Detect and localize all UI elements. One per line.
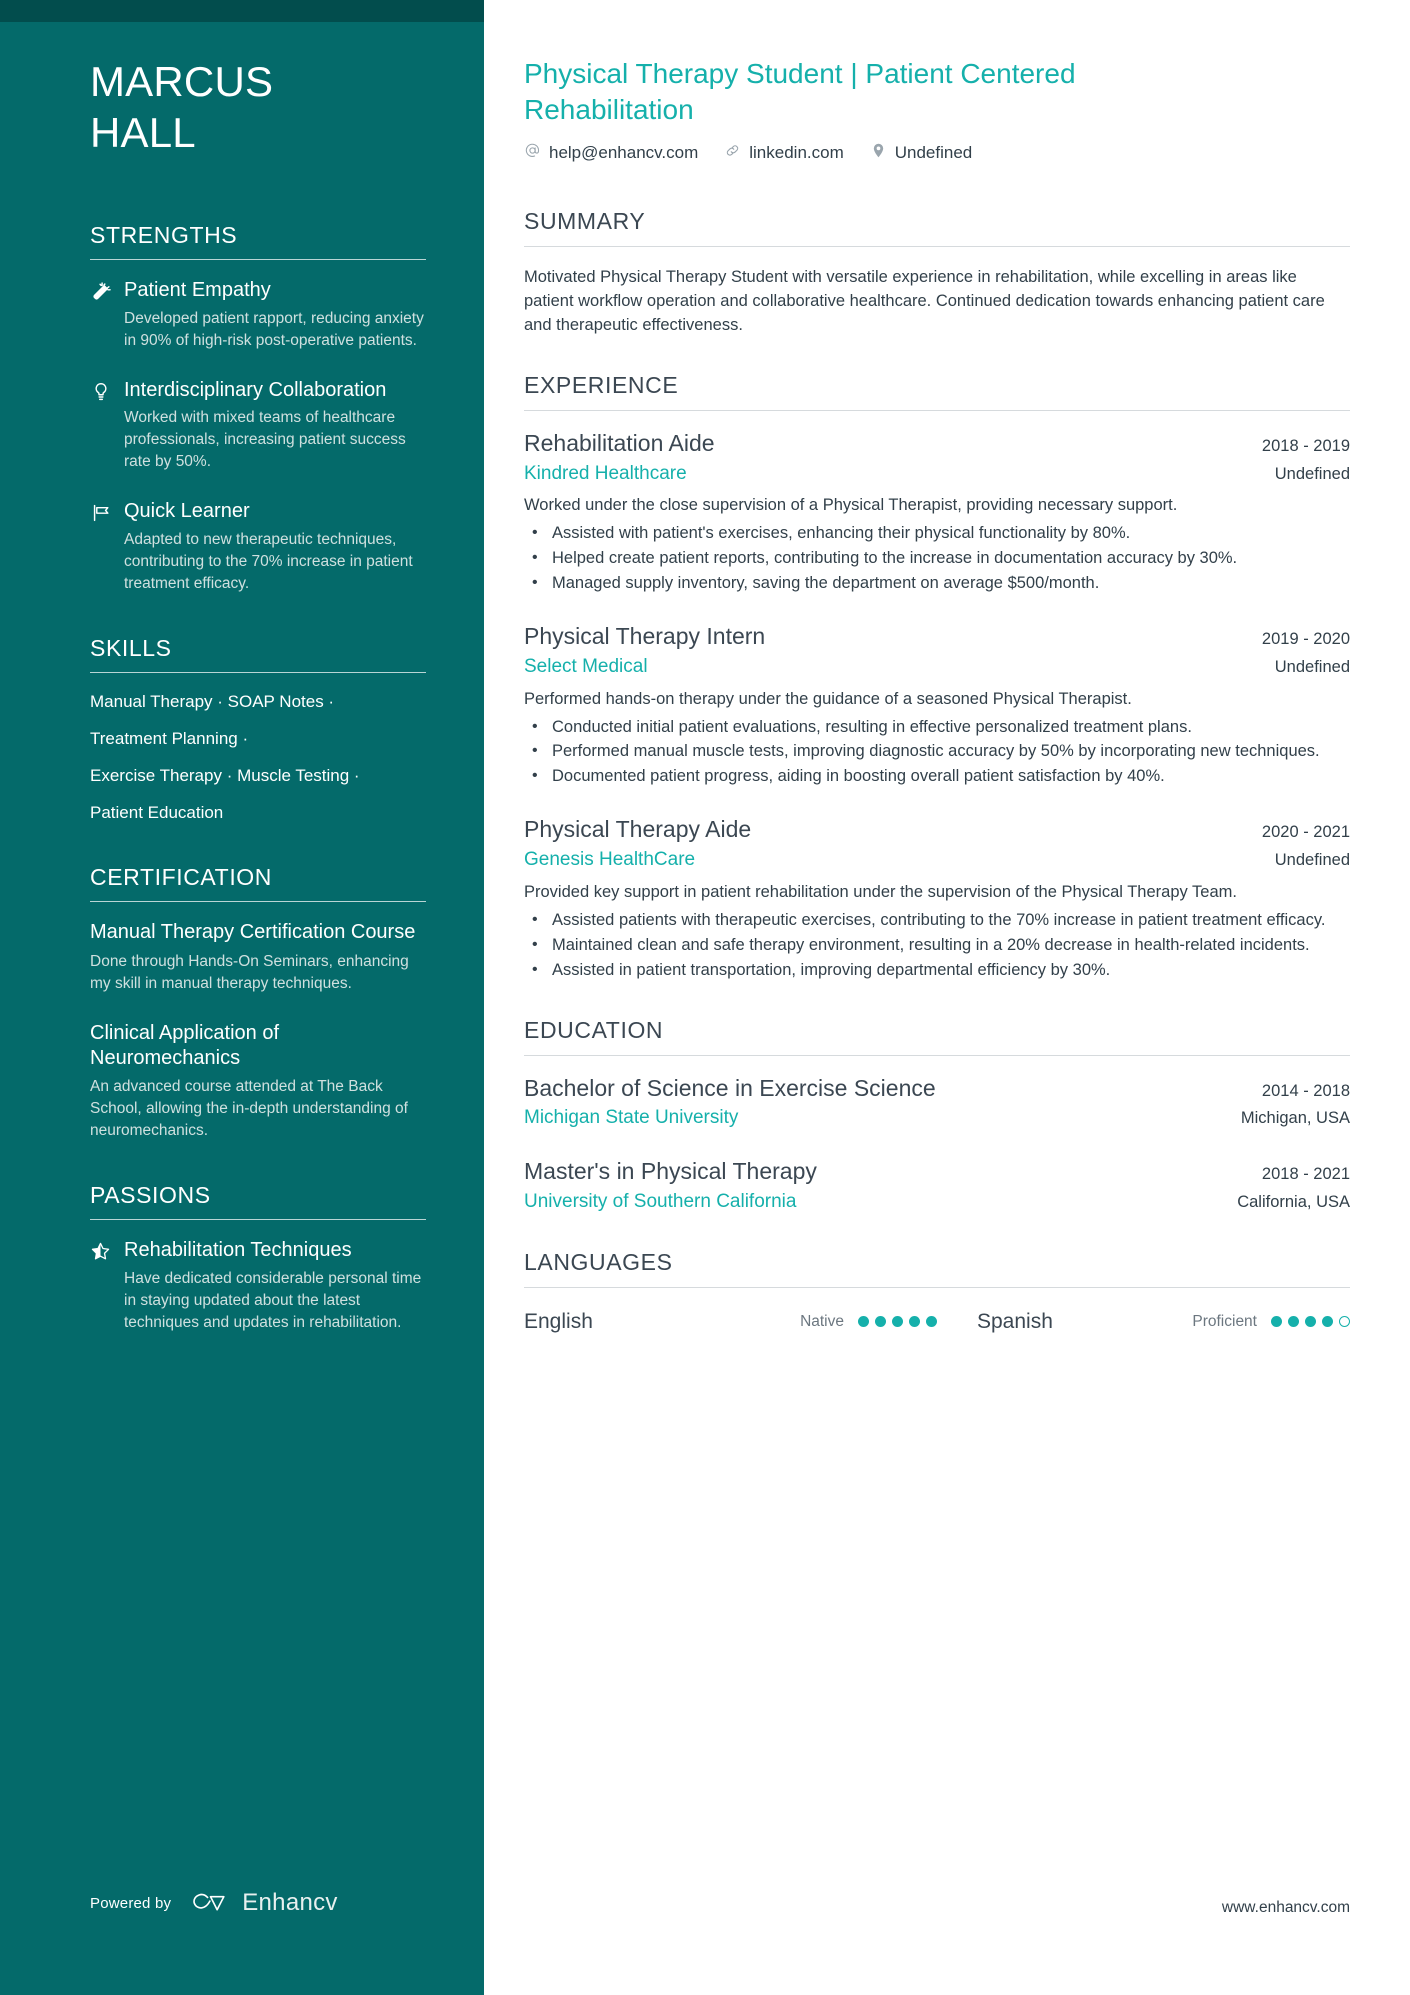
certification-title: Manual Therapy Certification Course xyxy=(90,921,416,944)
education-section xyxy=(524,1017,1350,1215)
strength-item xyxy=(90,499,426,594)
contact-row xyxy=(524,142,1350,164)
bullet-item: • Conducted initial patient evaluations, resulting in effective personalized treatment plans. xyxy=(524,716,1350,740)
last-name: HALL xyxy=(90,109,196,157)
experience-dates: 2018 - 2019 xyxy=(1261,436,1350,455)
language-item xyxy=(524,1310,937,1334)
experience-description: Provided key support in patient rehabilitation under the supervision of the Physical Therapy Team. xyxy=(524,882,1237,901)
experience-entry xyxy=(524,815,1350,982)
contact-email[interactable] xyxy=(524,142,698,164)
strength-description: Worked with mixed teams of healthcare professionals, increasing patient success rate by 50%. xyxy=(124,409,406,471)
headline: Physical Therapy Student | Patient Centered Rehabilitation xyxy=(524,58,1076,125)
skills-row: Treatment Planning · xyxy=(90,728,249,748)
language-item xyxy=(937,1310,1350,1334)
sidebar-footer xyxy=(90,1889,338,1917)
certification-item xyxy=(90,920,426,995)
candidate-name xyxy=(90,56,426,158)
experience-entry xyxy=(524,622,1350,789)
star-half-icon xyxy=(90,1238,124,1333)
experience-job-title: Rehabilitation Aide xyxy=(524,429,715,456)
education-entry xyxy=(524,1074,1350,1132)
experience-section xyxy=(524,372,1350,983)
contact-linkedin-text: linkedin.com xyxy=(749,142,844,162)
contact-linkedin[interactable] xyxy=(724,142,844,164)
strengths-section xyxy=(90,222,426,594)
language-name: Spanish xyxy=(977,1309,1053,1333)
language-level: Native xyxy=(800,1312,844,1330)
education-entry xyxy=(524,1157,1350,1215)
skills-row: Patient Education xyxy=(90,802,224,822)
strength-title: Interdisciplinary Collaboration xyxy=(124,378,387,401)
skills-section xyxy=(90,635,426,824)
skills-heading: SKILLS xyxy=(90,635,426,673)
strength-title: Patient Empathy xyxy=(124,279,271,302)
experience-job-title: Physical Therapy Aide xyxy=(524,816,752,843)
magic-wand-icon xyxy=(90,278,124,351)
bullet-item: • Documented patient progress, aiding in boosting overall patient satisfaction by 40%. xyxy=(524,765,1350,789)
experience-location: Undefined xyxy=(1274,851,1350,870)
languages-row xyxy=(524,1306,1350,1334)
experience-description: Performed hands-on therapy under the guidance of a seasoned Physical Therapist. xyxy=(524,689,1132,708)
experience-dates: 2019 - 2020 xyxy=(1261,630,1350,649)
proficiency-dot xyxy=(1322,1316,1333,1327)
education-degree: Bachelor of Science in Exercise Science xyxy=(524,1074,936,1101)
link-icon xyxy=(724,142,741,164)
proficiency-dot xyxy=(909,1316,920,1327)
certification-description: Done through Hands-On Seminars, enhancing my skill in manual therapy techniques. xyxy=(90,952,409,992)
contact-email-text: help@enhancv.com xyxy=(549,142,699,162)
location-pin-icon xyxy=(870,142,887,164)
lightbulb-icon xyxy=(90,378,124,473)
proficiency-dot xyxy=(1305,1316,1316,1327)
enhancv-logo xyxy=(187,1889,338,1917)
language-proficiency-dots xyxy=(1271,1316,1350,1327)
experience-description: Worked under the close supervision of a Physical Therapist, providing necessary support. xyxy=(524,496,1178,515)
passions-heading: PASSIONS xyxy=(90,1182,426,1220)
experience-entry xyxy=(524,429,1350,596)
experience-heading: EXPERIENCE xyxy=(524,372,1350,411)
certification-heading: CERTIFICATION xyxy=(90,864,426,902)
certification-title: Clinical Application of Neuromechanics xyxy=(90,1021,279,1069)
strength-title: Quick Learner xyxy=(124,500,250,523)
strength-item xyxy=(90,278,426,351)
proficiency-dot xyxy=(858,1316,869,1327)
experience-bullets xyxy=(524,522,1350,596)
flag-icon xyxy=(90,499,124,594)
education-location: Michigan, USA xyxy=(1240,1109,1350,1128)
bullet-item: • Managed supply inventory, saving the department on average $500/month. xyxy=(524,572,1350,596)
summary-section xyxy=(524,208,1350,338)
education-school: University of Southern California xyxy=(524,1190,797,1212)
passion-description: Have dedicated considerable personal time in staying updated about the latest techniques and updates in rehabilitation. xyxy=(124,1269,422,1331)
website-url[interactable]: www.enhancv.com xyxy=(1221,1899,1350,1916)
experience-company: Select Medical xyxy=(524,655,648,677)
contact-location-text: Undefined xyxy=(894,142,973,162)
enhancv-brand-name: Enhancv xyxy=(242,1889,338,1916)
summary-heading: SUMMARY xyxy=(524,208,1350,247)
education-school: Michigan State University xyxy=(524,1107,739,1129)
strengths-heading: STRENGTHS xyxy=(90,222,426,260)
certification-item xyxy=(90,1021,426,1143)
education-heading: EDUCATION xyxy=(524,1017,1350,1056)
education-dates: 2018 - 2021 xyxy=(1261,1165,1350,1184)
languages-section xyxy=(524,1249,1350,1334)
first-name: MARCUS xyxy=(90,58,274,105)
bullet-item: • Assisted patients with therapeutic exercises, contributing to the 70% increase in patient treatment efficacy. xyxy=(524,909,1350,933)
enhancv-mark-icon xyxy=(187,1891,231,1915)
language-level: Proficient xyxy=(1192,1312,1257,1330)
bullet-item: • Maintained clean and safe therapy environment, resulting in a 20% decrease in health-related incidents. xyxy=(524,934,1350,958)
education-location: California, USA xyxy=(1237,1192,1350,1211)
passion-item xyxy=(90,1238,426,1333)
skills-row: Exercise Therapy · Muscle Testing · xyxy=(90,765,360,785)
skills-row: Manual Therapy · SOAP Notes · xyxy=(90,691,335,711)
proficiency-dot xyxy=(1271,1316,1282,1327)
certification-description: An advanced course attended at The Back School, allowing the in-depth understanding of neuromechanics. xyxy=(90,1078,408,1140)
proficiency-dot xyxy=(875,1316,886,1327)
experience-company: Genesis HealthCare xyxy=(524,849,696,871)
passion-title: Rehabilitation Techniques xyxy=(124,1239,352,1262)
proficiency-dot-empty xyxy=(1339,1316,1350,1327)
experience-bullets xyxy=(524,716,1350,790)
strength-description: Developed patient rapport, reducing anxiety in 90% of high-risk post-operative patients. xyxy=(124,309,424,349)
proficiency-dot xyxy=(1288,1316,1299,1327)
experience-company: Kindred Healthcare xyxy=(524,462,687,484)
experience-bullets xyxy=(524,909,1350,983)
bullet-item: • Assisted in patient transportation, improving departmental efficiency by 30%. xyxy=(524,959,1350,983)
powered-by-label: Powered by xyxy=(90,1894,172,1912)
at-icon xyxy=(524,142,541,164)
summary-text: Motivated Physical Therapy Student with versatile experience in rehabilitation, while excelling in areas like patient workflow operation and collaborative healthcare. Continued dedication towards enhancing patient care and therapeutic effectiveness. xyxy=(524,267,1325,335)
sidebar xyxy=(0,0,484,1995)
strength-item xyxy=(90,378,426,473)
experience-location: Undefined xyxy=(1274,657,1350,676)
bullet-item: • Assisted with patient's exercises, enhancing their physical functionality by 80%. xyxy=(524,522,1350,546)
experience-location: Undefined xyxy=(1274,464,1350,483)
passions-section xyxy=(90,1182,426,1333)
bullet-item: • Performed manual muscle tests, improving diagnostic accuracy by 50% by incorporating new techniques. xyxy=(524,740,1350,764)
main-content xyxy=(484,0,1410,1995)
language-name: English xyxy=(524,1309,593,1333)
experience-dates: 2020 - 2021 xyxy=(1261,823,1350,842)
education-dates: 2014 - 2018 xyxy=(1261,1081,1350,1100)
strength-description: Adapted to new therapeutic techniques, contributing to the 70% increase in patient treatment efficacy. xyxy=(124,530,413,592)
language-proficiency-dots xyxy=(858,1316,937,1327)
experience-job-title: Physical Therapy Intern xyxy=(524,623,766,650)
certification-section xyxy=(90,864,426,1142)
proficiency-dot xyxy=(892,1316,903,1327)
education-degree: Master's in Physical Therapy xyxy=(524,1158,817,1185)
proficiency-dot xyxy=(926,1316,937,1327)
languages-heading: LANGUAGES xyxy=(524,1249,1350,1288)
bullet-item: • Helped create patient reports, contributing to the increase in documentation accuracy by 30%. xyxy=(524,547,1350,571)
contact-location xyxy=(870,142,973,164)
